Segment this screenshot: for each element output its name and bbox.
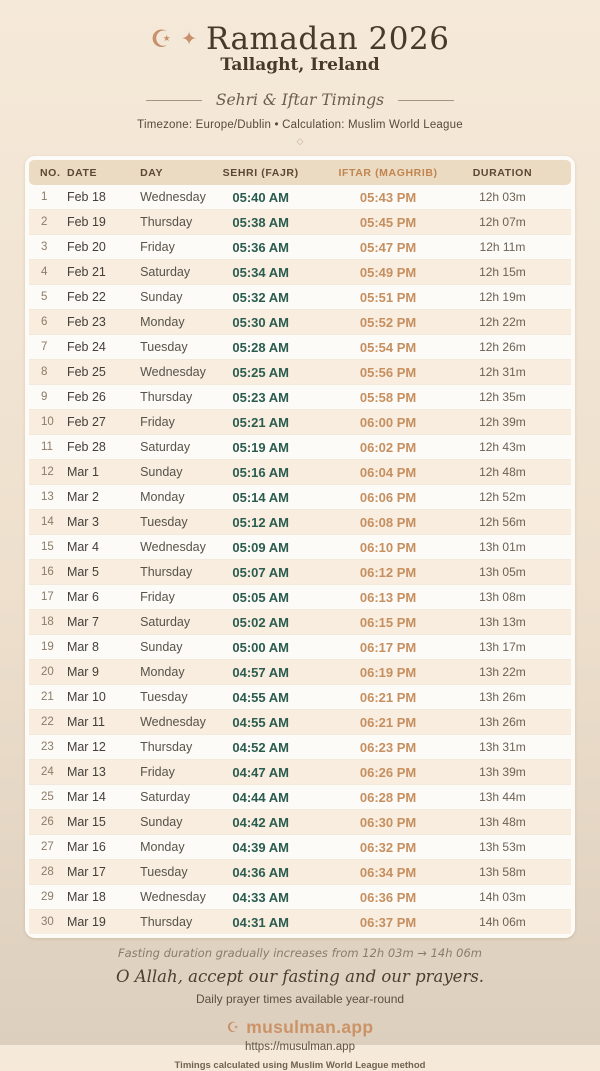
row-iftar-time: 05:58 PM: [316, 385, 460, 410]
table-row: [29, 335, 571, 360]
row-day: Friday: [140, 585, 205, 610]
row-date: Feb 24: [67, 335, 140, 360]
table-row: [29, 535, 571, 560]
row-number: 20: [29, 660, 67, 685]
table-row: [29, 285, 571, 310]
row-number: 12: [29, 460, 67, 485]
row-sehri-time: 04:52 AM: [205, 735, 316, 760]
row-date: Mar 19: [67, 910, 140, 935]
row-duration: 12h 39m: [460, 410, 571, 435]
fasting-duration-note: Fasting duration gradually increases from 12h 03m → 14h 06m: [117, 946, 483, 960]
row-day: Saturday: [140, 610, 205, 635]
row-sehri-time: 04:47 AM: [205, 760, 316, 785]
row-iftar-time: 05:45 PM: [316, 210, 460, 235]
row-date: Mar 3: [67, 510, 140, 535]
row-iftar-time: 06:36 PM: [316, 885, 460, 910]
table-row: [29, 210, 571, 235]
row-number: 17: [29, 585, 67, 610]
row-date: Mar 17: [67, 860, 140, 885]
table-row: [29, 835, 571, 860]
table-row: [29, 885, 571, 910]
row-day: Monday: [140, 310, 205, 335]
row-duration: 13h 39m: [460, 760, 571, 785]
row-number: 24: [29, 760, 67, 785]
column-header-no: NO.: [29, 160, 67, 185]
row-day: Wednesday: [140, 535, 205, 560]
row-date: Mar 5: [67, 560, 140, 585]
table-row: [29, 685, 571, 710]
table-row: [29, 635, 571, 660]
row-sehri-time: 04:31 AM: [205, 910, 316, 935]
row-duration: 12h 35m: [460, 385, 571, 410]
row-number: 27: [29, 835, 67, 860]
row-sehri-time: 04:55 AM: [205, 685, 316, 710]
divider-line-left: [146, 100, 202, 101]
row-iftar-time: 06:08 PM: [316, 510, 460, 535]
row-date: Feb 20: [67, 235, 140, 260]
row-sehri-time: 04:33 AM: [205, 885, 316, 910]
diamond-ornament-icon: ◇: [296, 137, 304, 147]
row-date: Feb 28: [67, 435, 140, 460]
table-row: [29, 610, 571, 635]
column-header-day: DAY: [140, 160, 205, 185]
row-number: 1: [41, 191, 48, 203]
row-iftar-time: 05:49 PM: [316, 260, 460, 285]
row-sehri-time: 04:55 AM: [205, 710, 316, 735]
table-row: [29, 585, 571, 610]
row-date: Mar 14: [67, 785, 140, 810]
title-row: [0, 22, 600, 56]
row-day: Thursday: [140, 210, 205, 235]
row-duration: 12h 22m: [460, 310, 571, 335]
row-iftar-time: 06:06 PM: [316, 485, 460, 510]
calculation-method-note: Timings calculated using Muslim World League method: [174, 1060, 426, 1071]
table-row: [29, 185, 571, 210]
row-duration: 13h 53m: [460, 835, 571, 860]
row-duration: 12h 43m: [460, 435, 571, 460]
row-day: Friday: [140, 760, 205, 785]
table-row: [29, 735, 571, 760]
crescent-star-icon: ☪: [150, 25, 173, 53]
row-date: Feb 26: [67, 385, 140, 410]
row-iftar-time: 06:30 PM: [316, 810, 460, 835]
row-iftar-time: 06:04 PM: [316, 460, 460, 485]
row-date: Feb 22: [67, 285, 140, 310]
row-number: 21: [29, 685, 67, 710]
tagline-row: [0, 91, 600, 109]
row-date: Mar 13: [67, 760, 140, 785]
column-header-iftar: IFTAR (MAGHRIB): [316, 160, 460, 185]
column-header-duration: DURATION: [460, 160, 571, 185]
row-sehri-time: 05:02 AM: [205, 610, 316, 635]
row-sehri-time: 05:34 AM: [205, 260, 316, 285]
row-number: 29: [29, 885, 67, 910]
row-number: 28: [29, 860, 67, 885]
timings-table-body: [29, 185, 571, 934]
row-date: Feb 27: [67, 410, 140, 435]
row-day: Thursday: [140, 735, 205, 760]
table-row: [29, 485, 571, 510]
row-iftar-time: 05:43 PM: [359, 189, 417, 205]
row-number: 4: [29, 260, 67, 285]
table-row: [29, 235, 571, 260]
table-row: [29, 910, 571, 935]
row-iftar-time: 06:00 PM: [316, 410, 460, 435]
row-number: 3: [29, 235, 67, 260]
row-duration: 13h 08m: [460, 585, 571, 610]
row-sehri-time: 05:19 AM: [205, 435, 316, 460]
table-row: [29, 660, 571, 685]
row-number: 14: [29, 510, 67, 535]
row-number: 26: [29, 810, 67, 835]
table-row: [29, 460, 571, 485]
row-date: Feb 23: [67, 310, 140, 335]
row-sehri-time: 05:30 AM: [205, 310, 316, 335]
row-iftar-time: 06:32 PM: [316, 835, 460, 860]
row-iftar-time: 06:13 PM: [316, 585, 460, 610]
brand-url: https://musulman.app: [245, 1041, 355, 1053]
row-iftar-time: 06:02 PM: [316, 435, 460, 460]
row-number: 18: [29, 610, 67, 635]
table-row: [29, 510, 571, 535]
table-row: [29, 435, 571, 460]
table-row: [29, 810, 571, 835]
row-date: Feb 19: [67, 210, 140, 235]
row-duration: 13h 48m: [460, 810, 571, 835]
row-duration: 13h 05m: [460, 560, 571, 585]
row-duration: 13h 26m: [460, 685, 571, 710]
row-day: Wednesday: [140, 360, 205, 385]
row-day: Thursday: [140, 560, 205, 585]
row-number: 10: [29, 410, 67, 435]
table-row: [29, 360, 571, 385]
row-duration: 12h 48m: [460, 460, 571, 485]
tagline-text: Sehri & Iftar Timings: [215, 91, 385, 109]
poster-header: [0, 0, 600, 147]
row-iftar-time: 06:10 PM: [316, 535, 460, 560]
table-row: [29, 410, 571, 435]
row-number: 30: [29, 910, 67, 935]
row-date: Feb 18: [66, 190, 106, 204]
row-number: 11: [29, 435, 67, 460]
row-iftar-time: 05:56 PM: [316, 360, 460, 385]
row-sehri-time: 04:57 AM: [205, 660, 316, 685]
row-sehri-time: 05:23 AM: [205, 385, 316, 410]
table-row: [29, 560, 571, 585]
timings-table: [29, 160, 571, 934]
row-number: 9: [29, 385, 67, 410]
row-iftar-time: 06:21 PM: [316, 685, 460, 710]
brand-row: [0, 1017, 600, 1038]
row-number: 16: [29, 560, 67, 585]
row-sehri-time: 04:36 AM: [205, 860, 316, 885]
row-sehri-time: 05:07 AM: [205, 560, 316, 585]
row-date: Mar 4: [67, 535, 140, 560]
availability-note: Daily prayer times available year-round: [195, 992, 405, 1006]
row-day: Tuesday: [140, 335, 205, 360]
row-iftar-time: 05:54 PM: [316, 335, 460, 360]
table-row: [29, 860, 571, 885]
timings-table-card: [25, 156, 575, 938]
row-duration: 13h 22m: [460, 660, 571, 685]
row-day: Wednesday: [140, 190, 206, 204]
row-day: Monday: [140, 485, 205, 510]
row-sehri-time: 05:05 AM: [205, 585, 316, 610]
row-day: Monday: [140, 835, 205, 860]
row-sehri-time: 05:38 AM: [205, 210, 316, 235]
row-iftar-time: 06:28 PM: [316, 785, 460, 810]
row-number: 25: [29, 785, 67, 810]
row-iftar-time: 06:34 PM: [316, 860, 460, 885]
row-duration: 12h 11m: [460, 235, 571, 260]
row-number: 8: [29, 360, 67, 385]
row-day: Wednesday: [140, 885, 205, 910]
brand-crescent-icon: ☪: [226, 1019, 240, 1036]
row-sehri-time: 05:09 AM: [205, 535, 316, 560]
row-day: Sunday: [140, 810, 205, 835]
row-sehri-time: 05:32 AM: [205, 285, 316, 310]
row-iftar-time: 05:51 PM: [316, 285, 460, 310]
row-iftar-time: 06:12 PM: [316, 560, 460, 585]
row-date: Mar 10: [67, 685, 140, 710]
row-number: 22: [29, 710, 67, 735]
table-row: [29, 310, 571, 335]
row-duration: 12h 03m: [479, 190, 526, 204]
row-date: Mar 7: [67, 610, 140, 635]
row-sehri-time: 05:40 AM: [232, 189, 289, 205]
row-duration: 13h 17m: [460, 635, 571, 660]
row-day: Friday: [140, 410, 205, 435]
row-date: Mar 12: [67, 735, 140, 760]
row-sehri-time: 04:44 AM: [205, 785, 316, 810]
row-day: Monday: [140, 660, 205, 685]
row-day: Tuesday: [140, 685, 205, 710]
row-sehri-time: 05:28 AM: [205, 335, 316, 360]
row-iftar-time: 06:37 PM: [316, 910, 460, 935]
row-sehri-time: 05:16 AM: [205, 460, 316, 485]
table-row: [29, 260, 571, 285]
row-duration: 13h 44m: [460, 785, 571, 810]
row-duration: 12h 15m: [460, 260, 571, 285]
table-row: [29, 710, 571, 735]
row-duration: 12h 31m: [460, 360, 571, 385]
row-date: Mar 16: [67, 835, 140, 860]
row-duration: 12h 52m: [460, 485, 571, 510]
row-day: Sunday: [140, 285, 205, 310]
row-sehri-time: 05:14 AM: [205, 485, 316, 510]
row-date: Feb 25: [67, 360, 140, 385]
row-date: Mar 6: [67, 585, 140, 610]
row-day: Sunday: [140, 460, 205, 485]
row-duration: 14h 03m: [460, 885, 571, 910]
row-day: Saturday: [140, 785, 205, 810]
row-duration: 12h 56m: [460, 510, 571, 535]
row-iftar-time: 06:15 PM: [316, 610, 460, 635]
row-duration: 13h 01m: [460, 535, 571, 560]
row-day: Friday: [140, 235, 205, 260]
table-row: [29, 385, 571, 410]
row-date: Mar 15: [67, 810, 140, 835]
row-day: Saturday: [140, 260, 205, 285]
poster-footer: [0, 946, 600, 1071]
row-iftar-time: 06:21 PM: [316, 710, 460, 735]
row-iftar-time: 05:52 PM: [316, 310, 460, 335]
column-header-sehri: SEHRI (FAJR): [205, 160, 316, 185]
brand-name: musulman.app: [246, 1017, 374, 1037]
table-row: [29, 760, 571, 785]
row-day: Sunday: [140, 635, 205, 660]
row-date: Feb 21: [67, 260, 140, 285]
row-duration: 13h 58m: [460, 860, 571, 885]
row-number: 13: [29, 485, 67, 510]
location-subtitle: Tallaght, Ireland: [220, 55, 380, 75]
row-date: Mar 8: [67, 635, 140, 660]
row-duration: 13h 26m: [460, 710, 571, 735]
row-date: Mar 2: [67, 485, 140, 510]
row-sehri-time: 05:00 AM: [205, 635, 316, 660]
table-row: [29, 785, 571, 810]
row-duration: 14h 06m: [460, 910, 571, 935]
row-sehri-time: 04:39 AM: [205, 835, 316, 860]
row-iftar-time: 05:47 PM: [316, 235, 460, 260]
row-sehri-time: 05:25 AM: [205, 360, 316, 385]
row-sehri-time: 04:42 AM: [205, 810, 316, 835]
row-number: 15: [29, 535, 67, 560]
row-date: Mar 18: [67, 885, 140, 910]
row-date: Mar 1: [67, 460, 140, 485]
row-day: Tuesday: [140, 860, 205, 885]
row-duration: 13h 31m: [460, 735, 571, 760]
row-day: Tuesday: [140, 510, 205, 535]
row-duration: 12h 07m: [460, 210, 571, 235]
timezone-calculation-meta: Timezone: Europe/Dublin • Calculation: Muslim World League: [137, 119, 463, 131]
sparkle-icon: ✦: [181, 27, 197, 50]
row-iftar-time: 06:23 PM: [316, 735, 460, 760]
row-date: Mar 11: [67, 710, 140, 735]
dua-text: O Allah, accept our fasting and our prayers.: [115, 967, 485, 986]
row-day: Thursday: [140, 910, 205, 935]
row-sehri-time: 05:12 AM: [205, 510, 316, 535]
row-duration: 12h 26m: [460, 335, 571, 360]
row-number: 6: [29, 310, 67, 335]
row-number: 23: [29, 735, 67, 760]
row-sehri-time: 05:21 AM: [205, 410, 316, 435]
row-day: Wednesday: [140, 710, 205, 735]
column-header-date: DATE: [67, 160, 140, 185]
row-sehri-time: 05:36 AM: [205, 235, 316, 260]
row-duration: 12h 19m: [460, 285, 571, 310]
row-number: 19: [29, 635, 67, 660]
page-title: Ramadan 2026: [205, 21, 450, 57]
row-number: 5: [29, 285, 67, 310]
row-number: 7: [29, 335, 67, 360]
row-duration: 13h 13m: [460, 610, 571, 635]
row-day: Saturday: [140, 435, 205, 460]
row-iftar-time: 06:17 PM: [316, 635, 460, 660]
row-number: 2: [29, 210, 67, 235]
row-iftar-time: 06:19 PM: [316, 660, 460, 685]
row-iftar-time: 06:26 PM: [316, 760, 460, 785]
row-day: Thursday: [140, 385, 205, 410]
table-header-row: [29, 160, 571, 185]
row-date: Mar 9: [67, 660, 140, 685]
divider-line-right: [398, 100, 454, 101]
